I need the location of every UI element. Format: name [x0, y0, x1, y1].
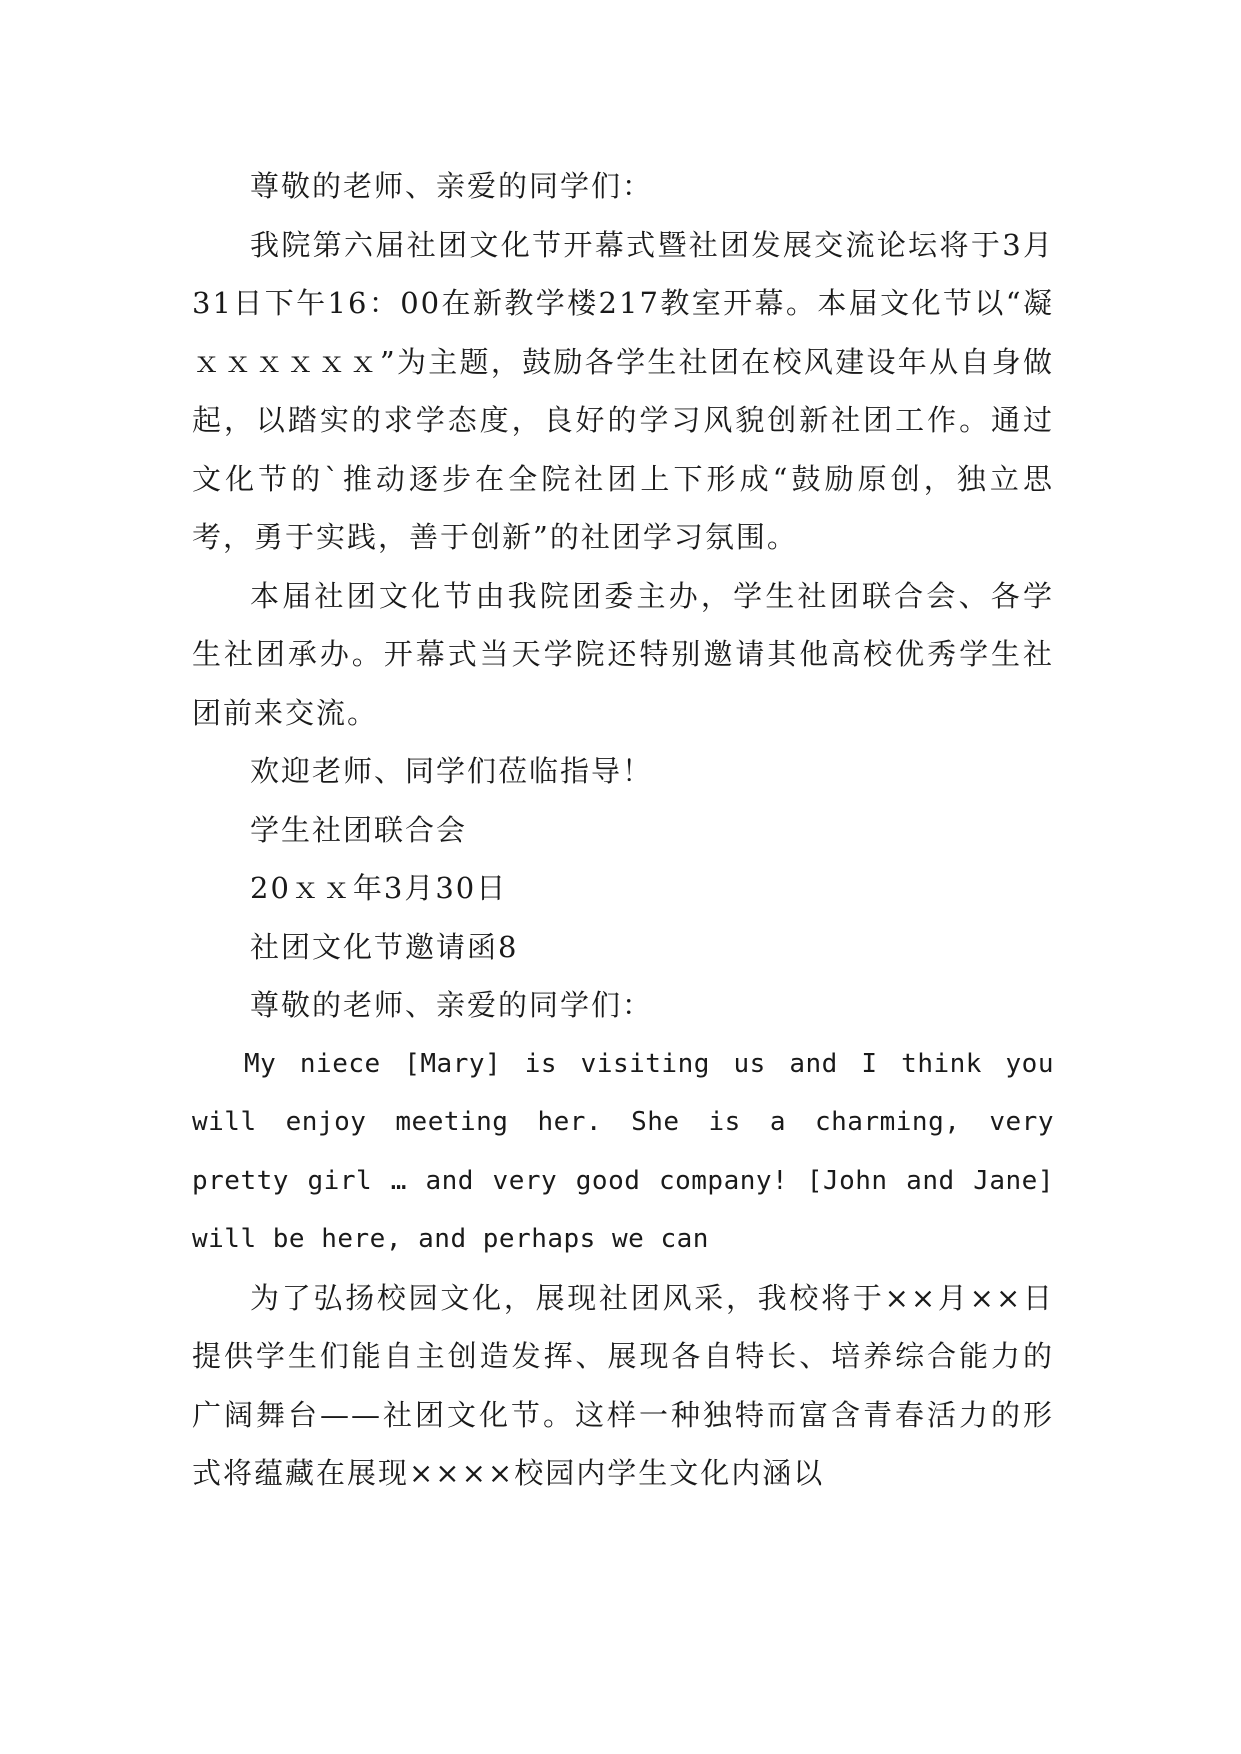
english-paragraph: My niece [Mary] is visiting us and I think you will enjoy meeting her. She is a charming, very pretty girl … and very good company! [John and Jane] will be here, and perhaps we can [192, 1048, 1054, 1254]
document-page [192, 157, 1054, 1503]
greeting-paragraph-2: 尊敬的老师、亲爱的同学们： [250, 988, 654, 1022]
greeting-paragraph: 尊敬的老师、亲爱的同学们： [250, 169, 654, 203]
welcome-line: 欢迎老师、同学们莅临指导！ [250, 754, 654, 788]
signature-organization: 学生社团联合会 [250, 812, 468, 847]
section-heading: 社团文化节邀请函8 [250, 929, 519, 964]
culture-festival-paragraph: 为了弘扬校园文化，展现社团风采，我校将于××月××日提供学生们能自主创造发挥、展现各自特长、培养综合能力的广阔舞台——社团文化节。这样一种独特而富含青春活力的形式将蕴藏在展现××××校园内学生文化内涵以 [192, 1280, 1054, 1490]
signature-date: 20ｘｘ年3月30日 [250, 871, 508, 905]
organizers-paragraph: 本届社团文化节由我院团委主办，学生社团联合会、各学生社团承办。开幕式当天学院还特别邀请其他高校优秀学生社团前来交流。 [192, 578, 1054, 730]
opening-ceremony-paragraph: 我院第六届社团文化节开幕式暨社团发展交流论坛将于3月31日下午16：00在新教学楼217教室开幕。本届文化节以“凝ｘｘｘｘｘｘ”为主题，鼓励各学生社团在校风建设年从自身做起，以踏实的求学态度，良好的学习风貌创新社团工作。通过文化节的`推动逐步在全院社团上下形成“鼓励原创，独立思考，勇于实践，善于创新”的社团学习氛围。 [192, 227, 1054, 554]
